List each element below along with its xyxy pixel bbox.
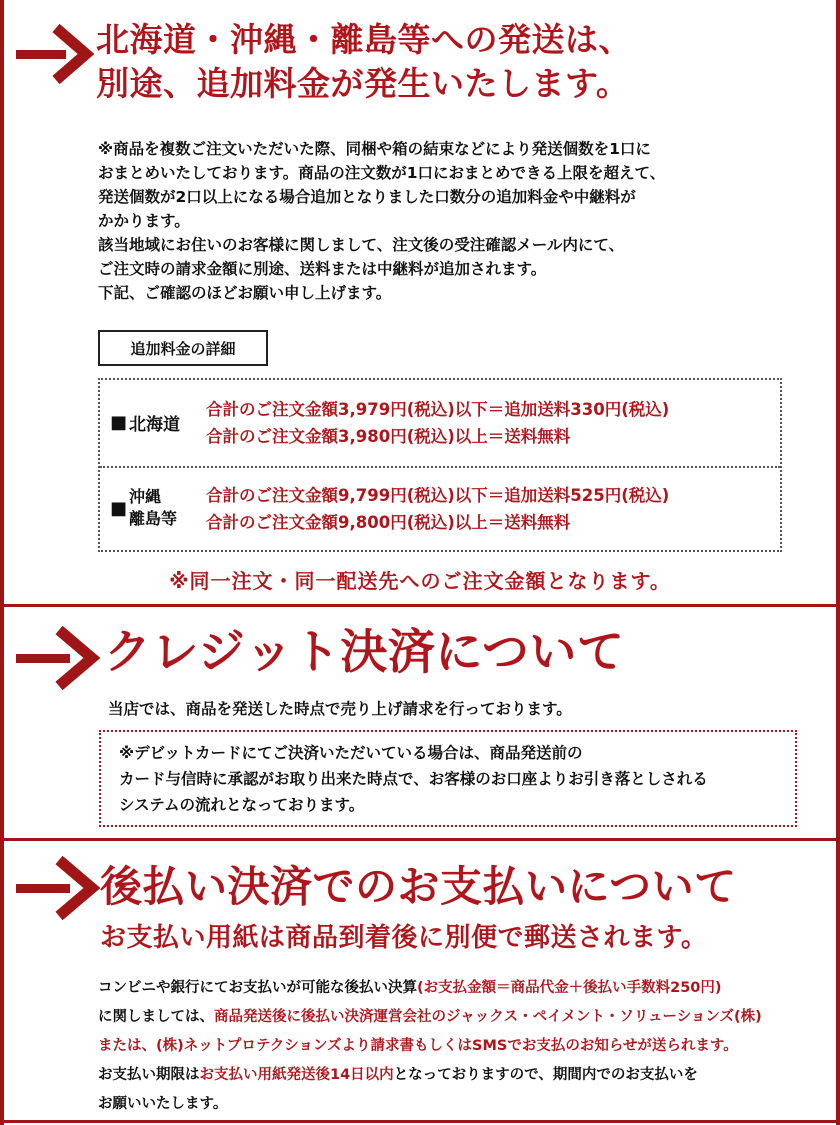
paragraph-line: ※商品を複数ご注文いただいた際、同梱や箱の結束などにより発送個数を1口に — [98, 140, 651, 158]
paragraph-line: ご注文時の請求金額に別途、送料または中継料が追加されます。 — [98, 260, 547, 278]
right-arrow-icon — [16, 24, 94, 84]
paragraph-line: 発送個数が2口以上になる場合追加となりました口数分の追加料金や中継料が — [98, 188, 636, 206]
shipping-explanation — [98, 137, 665, 305]
section-heading — [96, 18, 632, 106]
paragraph-line — [98, 1061, 762, 1090]
text-segment: お支払い期限は — [98, 1067, 200, 1083]
text-segment: となっておりますので、期間内でのお支払いを — [393, 1067, 698, 1083]
section-divider — [0, 1120, 840, 1123]
paragraph-line: 該当地域にお住いのお客様に関しまして、注文後の受注確認メール内にて、 — [98, 236, 625, 254]
fee-details-button[interactable]: 追加料金の詳細 — [98, 330, 268, 366]
paragraph-line: または、(株)ネットプロテクションズより請求書もしくはSMSでお支払のお知らせが送られます。 — [98, 1038, 738, 1054]
paragraph-line — [98, 1003, 762, 1032]
heading-line: 北海道・沖縄・離島等への発送は、 — [96, 20, 632, 59]
heading-line: 別途、追加料金が発生いたします。 — [96, 64, 630, 103]
section-divider — [0, 604, 840, 607]
credit-intro: 当店では、商品を発送した時点で売り上げ請求を行っております。 — [108, 700, 572, 718]
paragraph-line: おまとめいたしております。商品の注文数が1口におまとめできる上限を超えて、 — [98, 164, 666, 182]
section-subheading: お支払い用紙は商品到着後に別便で郵送されます。 — [100, 923, 708, 953]
section-heading: クレジット決済について — [104, 625, 625, 680]
order-amount-note: ※同一注文・同一配送先へのご注文金額となります。 — [169, 569, 671, 593]
highlight-text: (お支払金額＝商品代金＋後払い手数料250円) — [417, 980, 722, 996]
fee-row-okinawa — [100, 468, 780, 552]
square-bullet-icon: ■ — [110, 412, 128, 433]
fee-condition: 合計のご注文金額3,980円(税込)以上＝送料無料 — [206, 427, 571, 446]
right-arrow-icon — [16, 626, 100, 690]
fee-condition: 合計のご注文金額3,979円(税込)以下＝追加送料330円(税込) — [206, 400, 670, 419]
fee-condition: 合計のご注文金額9,799円(税込)以下＝追加送料525円(税込) — [206, 486, 670, 505]
fee-condition: 合計のご注文金額9,800円(税込)以上＝送料無料 — [206, 513, 571, 532]
region-name-line: 離島等 — [129, 509, 178, 528]
right-arrow-icon — [16, 856, 100, 920]
square-bullet-icon: ■ — [110, 497, 128, 519]
region-label — [110, 486, 177, 530]
paragraph-line: ※デビットカードにてご決済いただいている場合は、商品発送前の — [119, 744, 583, 762]
highlight-text: お支払い用紙発送後14日以内 — [199, 1067, 394, 1083]
paragraph-line — [98, 974, 762, 1003]
paragraph-line: システムの流れとなっております。 — [119, 796, 365, 814]
fee-table — [98, 378, 782, 552]
region-name: 北海道 — [129, 415, 181, 435]
paragraph-line: 下記、ご確認のほどお願い申し上げます。 — [98, 284, 392, 302]
highlight-text: 商品発送後に後払い決済運営会社のジャックス・ペイメント・ソリューションズ(株) — [214, 1009, 762, 1025]
text-segment: に関しましては、 — [98, 1009, 214, 1025]
fee-conditions — [206, 396, 669, 450]
paragraph-line: お願いいたします。 — [98, 1096, 228, 1112]
debit-card-note — [119, 740, 708, 818]
region-name-line: 沖縄 — [129, 487, 162, 506]
region-name — [129, 486, 177, 530]
deferred-payment-text — [98, 974, 762, 1119]
section-divider — [0, 838, 840, 841]
text-segment: コンビニや銀行にてお支払いが可能な後払い決算 — [98, 980, 417, 996]
paragraph-line: かかります。 — [98, 212, 190, 230]
fee-row-hokkaido — [100, 380, 780, 468]
section-heading: 後払い決済でのお支払いについて — [100, 862, 737, 911]
paragraph-line: カード与信時に承認がお取り出来た時点で、お客様のお口座よりお引き落としされる — [119, 770, 708, 788]
debit-card-note-box — [99, 730, 797, 827]
fee-conditions — [206, 482, 669, 536]
region-label — [110, 410, 180, 435]
